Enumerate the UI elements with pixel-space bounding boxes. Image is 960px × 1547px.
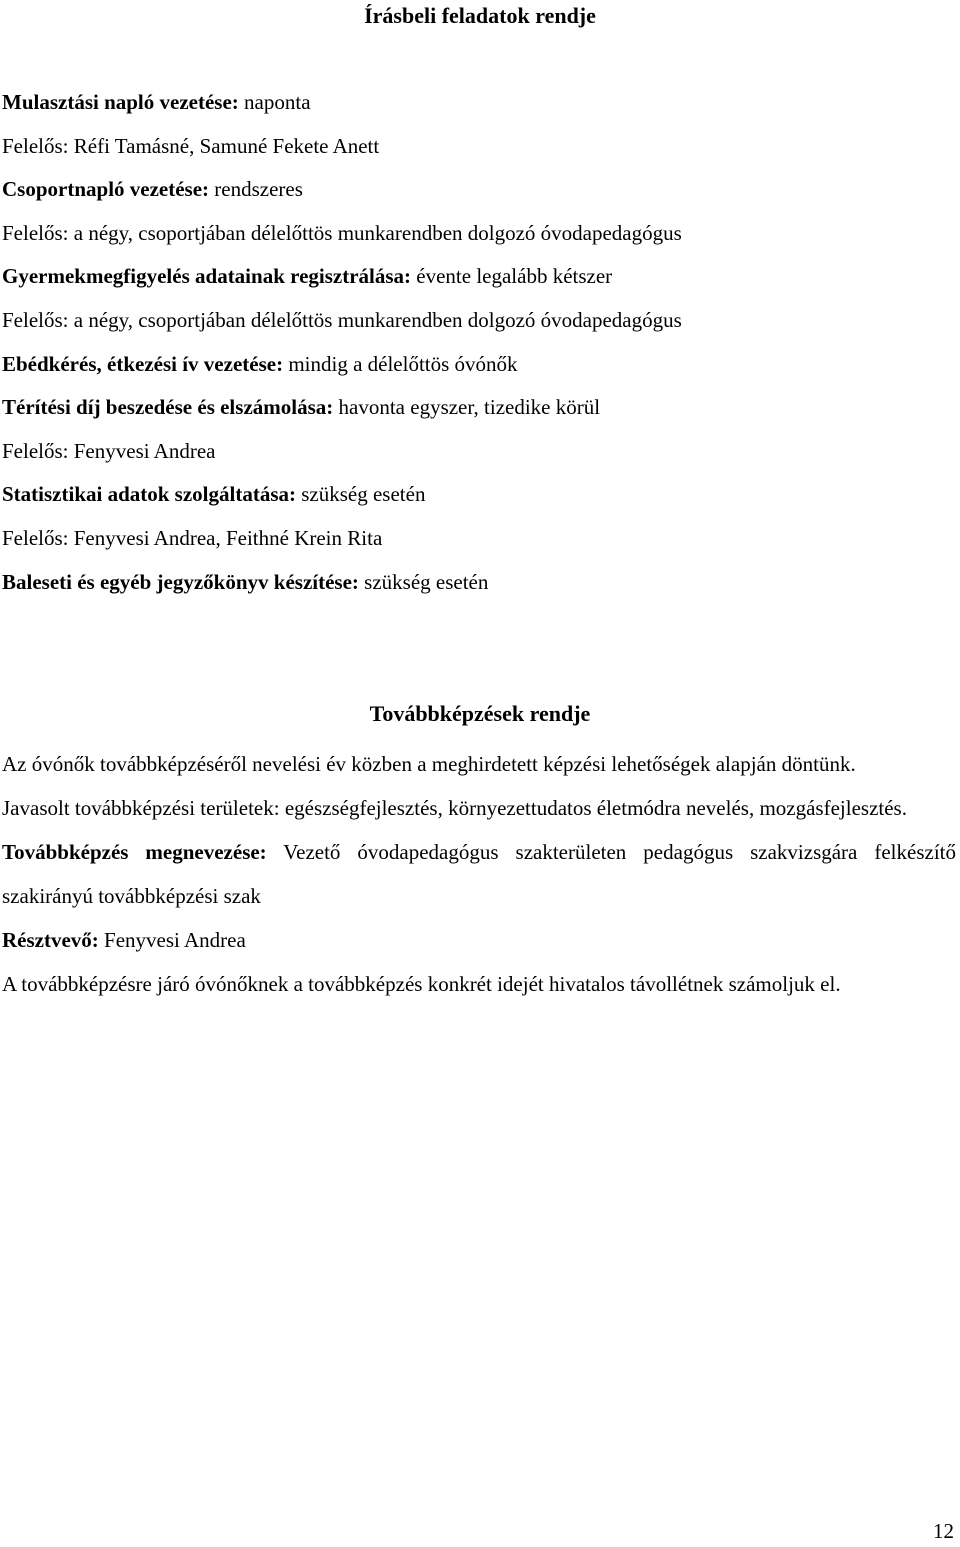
duty-label: Mulasztási napló vezetése: <box>2 90 239 114</box>
paragraph-text: Fenyvesi Andrea <box>98 928 246 952</box>
duty-text: Felelős: a négy, csoportjában délelőttös munkarendben dolgozó óvodapedagógus <box>2 307 682 332</box>
duty-text: mindig a délelőttös óvónők <box>283 351 518 376</box>
training-section-title: Továbbképzések rendje <box>369 701 591 726</box>
duty-line-meal-ordering <box>2 349 952 393</box>
paragraph-label: Résztvevő: <box>2 928 99 952</box>
duty-text: Felelős: Réfi Tamásné, Samuné Fekete Anett <box>2 133 380 158</box>
duty-line-accident-report <box>2 567 952 611</box>
duty-text: Felelős: Fenyvesi Andrea <box>2 438 216 463</box>
duty-line-statistics-responsible <box>2 523 952 567</box>
duty-line-group-log-responsible <box>2 218 952 262</box>
paragraph-text: Javasolt továbbképzési területek: egészségfejlesztés, környezettudatos életmódra nevelés, mozgásfejlesztés. <box>2 796 907 820</box>
duty-text: szükség esetén <box>358 569 489 594</box>
duty-label: Térítési díj beszedése és elszámolása: <box>2 395 334 420</box>
duties-list <box>2 87 952 610</box>
duty-line-child-observation <box>2 261 952 305</box>
duty-label: Csoportnapló vezetése: <box>2 177 210 202</box>
duty-label: Gyermekmegfigyelés adatainak regisztrálása: <box>2 264 412 289</box>
duty-text: naponta <box>238 90 311 114</box>
duty-label: Statisztikai adatok szolgáltatása: <box>2 482 296 507</box>
paragraph-text: A továbbképzésre járó óvónőknek a továbbképzés konkrét idejét hivatalos távollétnek számoljuk el. <box>2 972 841 996</box>
duty-text: rendszeres <box>209 177 303 202</box>
duty-line-attendance-responsible <box>2 131 952 175</box>
duty-line-fee-collection-responsible <box>2 436 952 480</box>
duty-text: évente legalább kétszer <box>411 264 613 289</box>
duty-line-attendance <box>2 87 952 131</box>
duty-line-child-observation-responsible <box>2 305 952 349</box>
duty-label: Ebédkérés, étkezési ív vezetése: <box>2 351 284 376</box>
training-paragraph <box>2 786 956 830</box>
duty-line-fee-collection <box>2 392 952 436</box>
paragraph-text: Vezető óvodapedagógus szakterületen pedagógus szakvizsgára felkészítő szakirányú továbbképzési szak <box>2 840 956 908</box>
paragraph-text: Az óvónők továbbképzéséről nevelési év közben a meghirdetett képzési lehetőségek alapján döntünk. <box>2 752 856 776</box>
duty-text: szükség esetén <box>296 482 426 507</box>
training-paragraph <box>2 918 956 962</box>
training-section <box>2 742 956 1006</box>
duty-text: Felelős: Fenyvesi Andrea, Feithné Krein Rita <box>2 525 383 550</box>
duty-label: Baleseti és egyéb jegyzőkönyv készítése: <box>2 569 359 594</box>
paragraph-label: Továbbképzés megnevezése: <box>2 840 267 864</box>
training-paragraph <box>2 830 956 918</box>
document-title: Írásbeli feladatok rendje <box>364 3 596 28</box>
duty-line-statistics <box>2 479 952 523</box>
training-paragraph <box>2 742 956 786</box>
duty-text: Felelős: a négy, csoportjában délelőttös munkarendben dolgozó óvodapedagógus <box>2 220 682 245</box>
duty-line-group-log <box>2 174 952 218</box>
training-paragraph <box>2 962 956 1006</box>
duty-text: havonta egyszer, tizedike körül <box>333 395 601 420</box>
page-number: 12 <box>933 1519 954 1543</box>
